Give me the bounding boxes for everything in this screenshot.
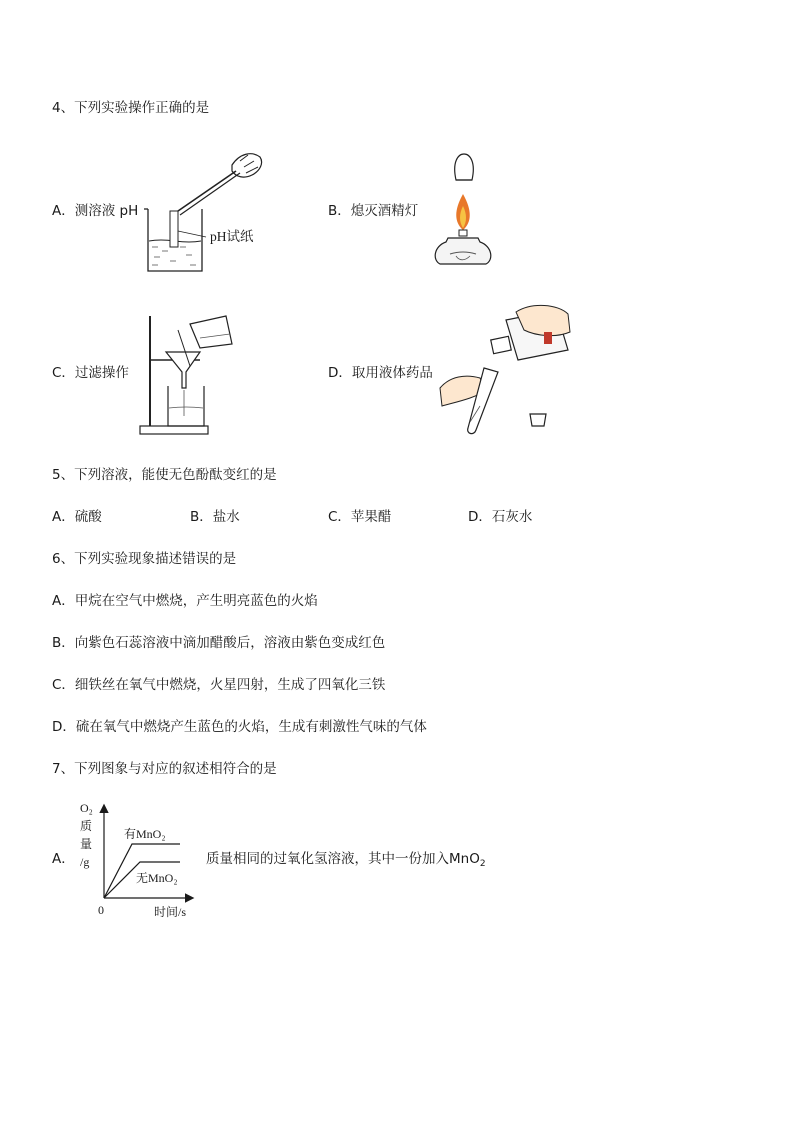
q4-option-a: A．测溶液 pH	[52, 203, 139, 219]
oxygen-mass-graph	[76, 798, 206, 923]
y-axis-label-liang: 量	[80, 837, 93, 851]
origin-label: 0	[98, 903, 104, 917]
q7-option-a-text	[206, 850, 486, 873]
ph-paper-label: pH试纸	[210, 229, 254, 244]
y-axis-label-unit: /g	[80, 855, 90, 869]
q5-option-b: B．盐水	[190, 509, 240, 525]
q5-stem: 5、下列溶液，能使无色酚酞变红的是	[52, 467, 277, 483]
x-axis-label: 时间/s	[154, 905, 187, 919]
q6-option-c: C．细铁丝在氧气中燃烧，火星四射，生成了四氧化三铁	[52, 677, 386, 693]
q7-stem: 7、下列图象与对应的叙述相符合的是	[52, 761, 277, 777]
beaker-ph-illustration	[140, 145, 290, 275]
label-with-mno2: 有MnO₂	[124, 827, 166, 841]
q4-option-c: C．过滤操作	[52, 365, 129, 381]
q6-option-d: D．硫在氧气中燃烧产生蓝色的火焰，生成有刺激性气味的气体	[52, 719, 427, 735]
q4-stem: 4、下列实验操作正确的是	[52, 100, 210, 116]
q4-option-b: B．熄灭酒精灯	[328, 203, 419, 219]
label-without-mno2: 无MnO₂	[136, 871, 178, 885]
alcohol-lamp-illustration	[428, 150, 498, 270]
q7-option-a-main: 质量相同的过氧化氢溶液，其中一份加入MnO	[206, 851, 480, 867]
liquid-pouring-illustration	[436, 302, 586, 437]
q4-option-d: D．取用液体药品	[328, 365, 433, 381]
q6-stem: 6、下列实验现象描述错误的是	[52, 551, 237, 567]
q5-option-d: D．石灰水	[468, 509, 533, 525]
q6-option-a: A．甲烷在空气中燃烧，产生明亮蓝色的火焰	[52, 593, 318, 609]
q5-option-c: C．苹果醋	[328, 509, 392, 525]
q5-option-a: A．硫酸	[52, 509, 102, 525]
q7-option-a-subscript: 2	[479, 859, 486, 869]
q7-option-a-letter: A．	[52, 851, 75, 867]
filtration-illustration	[138, 308, 238, 438]
y-axis-label-zhi: 质	[80, 819, 93, 833]
y-axis-label-o2: O₂	[80, 801, 93, 815]
q6-option-b: B．向紫色石蕊溶液中滴加醋酸后，溶液由紫色变成红色	[52, 635, 386, 651]
